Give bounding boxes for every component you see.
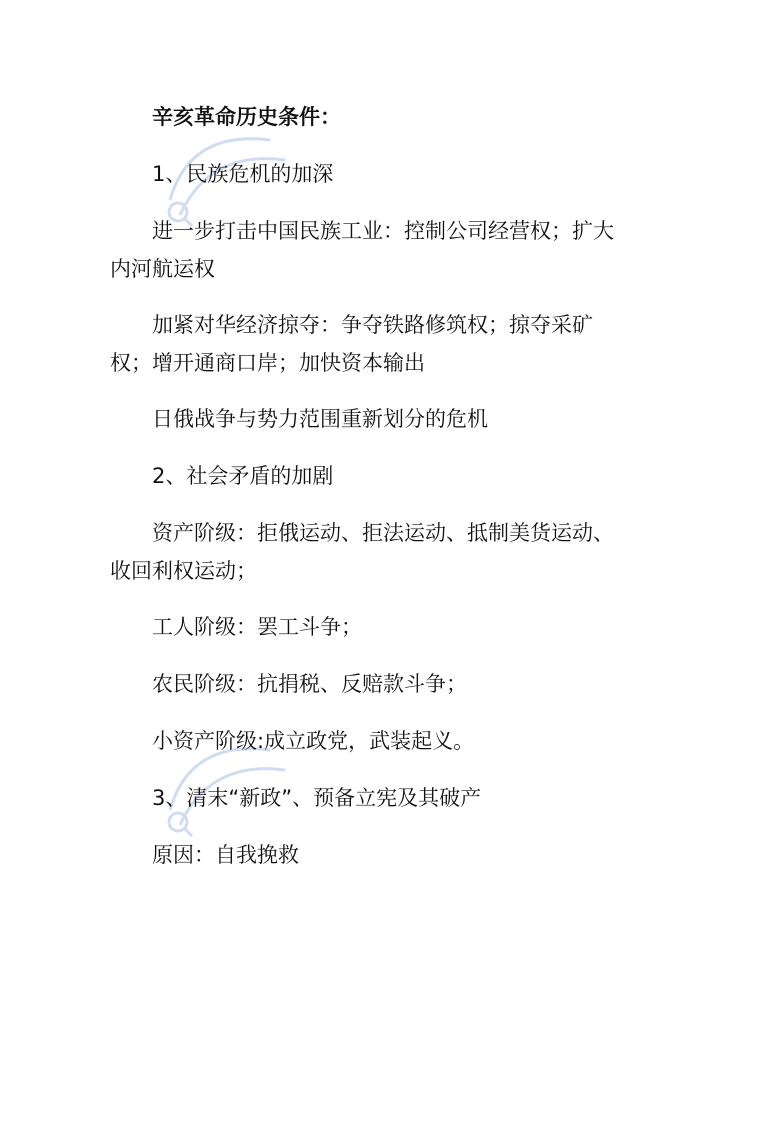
paragraph: 2、社会矛盾的加剧: [152, 464, 334, 488]
document-heading: 辛亥革命历史条件：: [152, 105, 341, 129]
paragraph: 3、清末“新政”、预备立宪及其破产: [152, 786, 482, 810]
paragraph: 资产阶级：拒俄运动、拒法运动、抵制美货运动、收回利权运动；: [110, 521, 614, 583]
paragraph: 小资产阶级:成立政党，武装起义。: [152, 729, 475, 753]
paragraph: 原因：自我挽救: [152, 843, 299, 867]
paragraph: 工人阶级：罢工斗争；: [152, 615, 362, 639]
paragraph: 加紧对华经济掠夺：争夺铁路修筑权；掠夺采矿权；增开通商口岸；加快资本输出: [110, 313, 593, 375]
paragraph: 1、民族危机的加深: [152, 162, 334, 186]
paragraph: 进一步打击中国民族工业：控制公司经营权；扩大内河航运权: [110, 219, 614, 281]
paragraph: 农民阶级：抗捐税、反赔款斗争；: [152, 672, 467, 696]
document-body: [110, 98, 630, 874]
paragraph: 日俄战争与势力范围重新划分的危机: [152, 407, 488, 431]
